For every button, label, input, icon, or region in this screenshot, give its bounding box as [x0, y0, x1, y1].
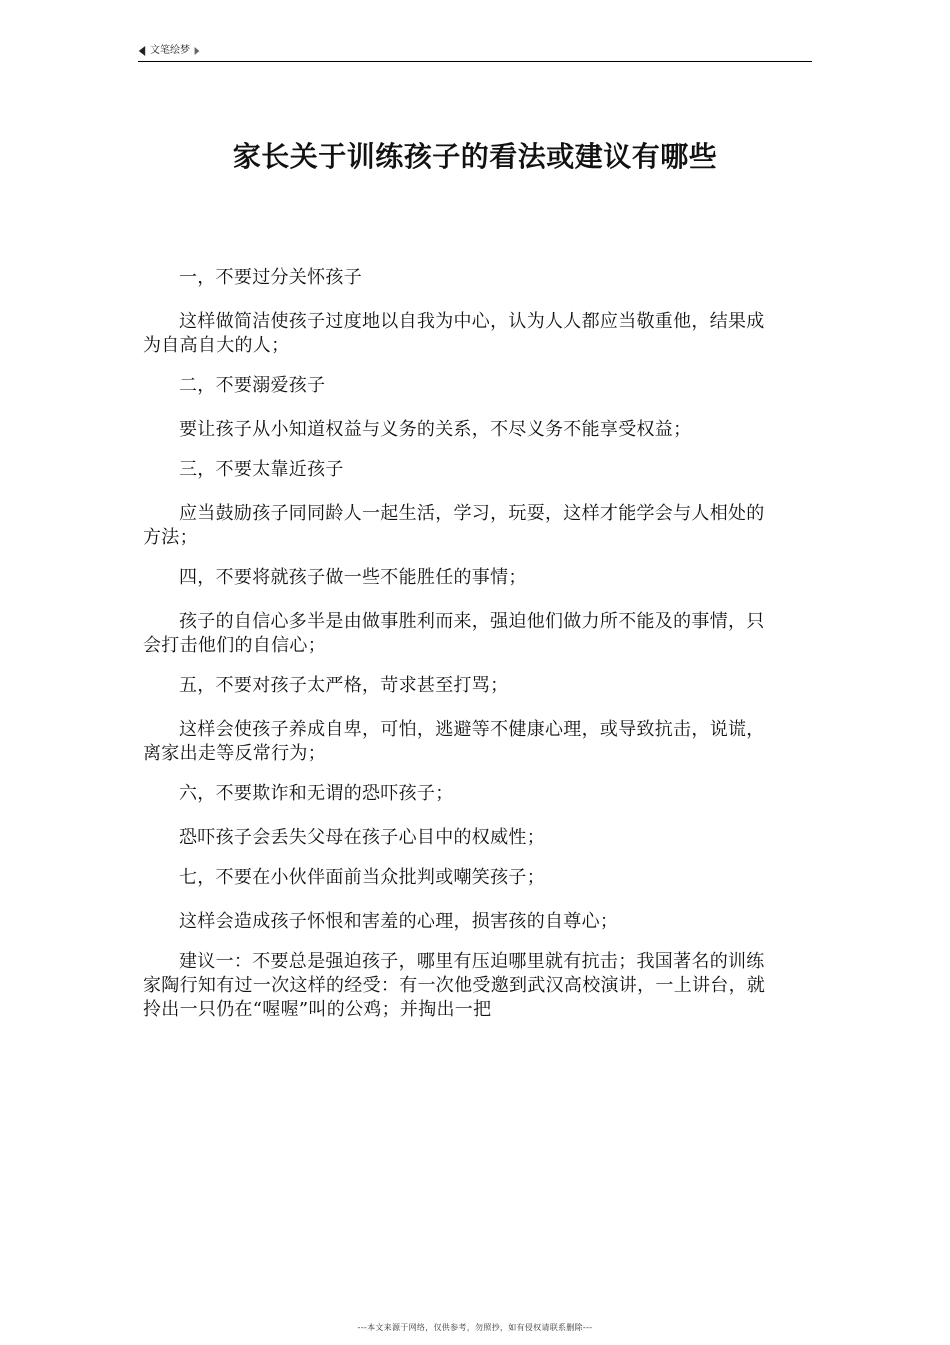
page-header [138, 45, 812, 63]
paragraph-4: 要让孩子从小知道权益与义务的关系，不尽义务不能享受权益； [179, 419, 692, 440]
paragraph-11: 六，不要欺诈和无谓的恐吓孩子； [179, 783, 454, 804]
paragraph-10: 这样会使孩子养成自卑，可怕，逃避等不健康心理，或导致抗击，说谎，离家出走等反常行为； [143, 719, 765, 764]
document-title: 家长关于训练孩子的看法或建议有哪些 [232, 139, 718, 173]
page-footer: ---本文来源于网络，仅供参考，勿照抄，如有侵权请联系删除--- [357, 1323, 593, 1332]
document-body [143, 266, 775, 1022]
paragraph-6: 应当鼓励孩子同同龄人一起生活，学习，玩耍，这样才能学会与人相处的方法； [143, 503, 765, 548]
header-brand-text: 文笔绘梦 [150, 45, 190, 56]
header-rule [138, 61, 812, 62]
triangle-left-icon [139, 46, 145, 56]
paragraph-2: 这样做简洁使孩子过度地以自我为中心，认为人人都应当敬重他，结果成为自高自大的人； [143, 311, 765, 356]
paragraph-9: 五，不要对孩子太严格，苛求甚至打骂； [179, 675, 509, 696]
paragraph-7: 四，不要将就孩子做一些不能胜任的事情； [179, 567, 527, 588]
paragraph-14: 这样会造成孩子怀恨和害羞的心理，损害孩的自尊心； [179, 911, 619, 932]
paragraph-1: 一，不要过分关怀孩子 [179, 267, 362, 288]
paragraph-8: 孩子的自信心多半是由做事胜利而来，强迫他们做力所不能及的事情，只会打击他们的自信心； [143, 611, 765, 656]
triangle-right-icon [195, 47, 200, 55]
paragraph-12: 恐吓孩子会丢失父母在孩子心目中的权威性； [179, 827, 545, 848]
paragraph-13: 七，不要在小伙伴面前当众批判或嘲笑孩子； [179, 867, 545, 888]
paragraph-5: 三，不要太靠近孩子 [179, 459, 344, 480]
paragraph-15: 建议一：不要总是强迫孩子，哪里有压迫哪里就有抗击；我国著名的训练家陶行知有过一次这样的经受：有一次他受邀到武汉高校演讲，一上讲台，就拎出一只仍在“喔喔”叫的公鸡；并掏出一把 [143, 951, 766, 1020]
header-brand [138, 45, 200, 57]
paragraph-3: 二，不要溺爱孩子 [179, 375, 326, 396]
